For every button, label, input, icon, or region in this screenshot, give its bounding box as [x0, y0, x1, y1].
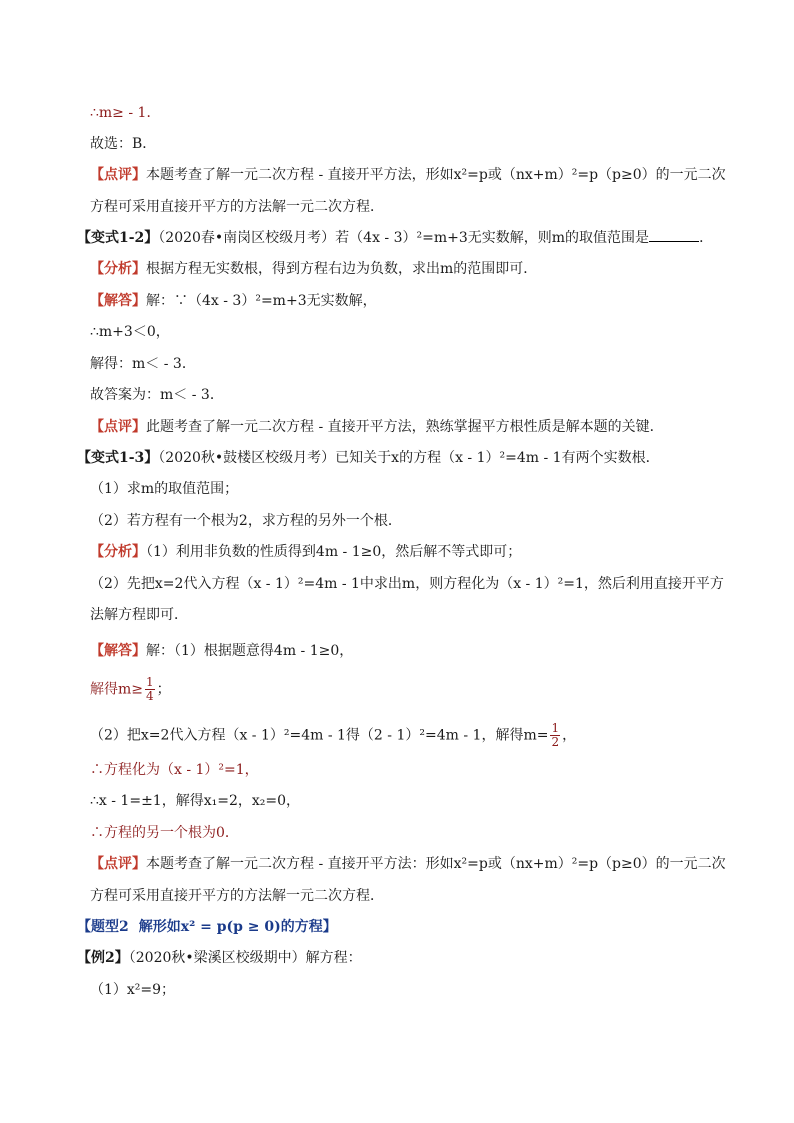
text-line: （2）若方程有一个根为2，求方程的另外一个根．: [90, 513, 402, 529]
fraction: $\frac{1}{2}$: [551, 721, 560, 749]
text-line: （2）把x=2代入方程（x - 1）²=4m - 1得（2 - 1）²=4m - 1，解得m= $\frac{1}{2}$ ，: [90, 721, 577, 749]
example-tag: 【例2】: [77, 950, 129, 966]
fraction: $\frac{1}{4}$: [146, 675, 154, 703]
comment-tag: 【点评】: [90, 419, 146, 435]
variant-heading: 【变式1-2】（2020春•南岗区校级月考）若（4x - 3）²=m+3无实数解，则m的取值范围是 ．: [77, 230, 714, 246]
text-line: （1）求m的取值范围；: [90, 481, 239, 497]
analysis-tag: 【分析】: [90, 261, 146, 277]
text-line: ∴m≥ - 1．: [90, 105, 161, 121]
section-heading: 【题型2 解形如x² = p(p ≥ 0)的方程】: [77, 919, 337, 935]
variant-tag: 【变式1-2】: [77, 230, 159, 246]
text-line: 方程可采用直接开平方的方法解一元二次方程．: [90, 199, 384, 215]
text-line: 方程可采用直接开平方的方法解一元二次方程．: [90, 888, 384, 904]
text-line: ∴x - 1=±1，解得x₁=2，x₂=0，: [90, 793, 300, 809]
text-line: 故选：B．: [90, 136, 157, 152]
text-line: ∴方程化为（x - 1）²=1，: [90, 762, 259, 778]
answer-line: 【解答】解：∵（4x - 3）²=m+3无实数解，: [90, 293, 377, 309]
comment-tag: 【点评】: [90, 856, 146, 872]
answer-blank: [649, 229, 699, 242]
text-line: ∴方程的另一个根为0．: [90, 825, 239, 841]
variant-tag: 【变式1-3】: [77, 450, 159, 466]
answer-line: 【解答】解：（1）根据题意得4m - 1≥0，: [90, 643, 354, 659]
analysis-tag: 【分析】: [90, 544, 146, 560]
text-line: （2）先把x=2代入方程（x - 1）²=4m - 1中求出m，则方程化为（x - 1）²=1，然后利用直接开平方: [90, 576, 724, 592]
text-line: 故答案为：m＜ - 3．: [90, 387, 224, 403]
comment-line: 【点评】本题考查了解一元二次方程 - 直接开平方法：形如x²=p或（nx+m）²=p（p≥0）的一元二次: [90, 856, 726, 872]
comment-line: 【点评】本题考查了解一元二次方程 - 直接开平方法，形如x²=p或（nx+m）²=p（p≥0）的一元二次: [90, 167, 726, 183]
variant-heading: 【变式1-3】（2020秋•鼓楼区校级月考）已知关于x的方程（x - 1）²=4m - 1有两个实数根．: [77, 450, 660, 466]
section-tag: 【题型2: [77, 919, 129, 935]
answer-tag: 【解答】: [90, 293, 146, 309]
comment-line: 【点评】此题考查了解一元二次方程 - 直接开平方法，熟练掌握平方根性质是解本题的关键．: [90, 419, 664, 435]
analysis-line: 【分析】（1）利用非负数的性质得到4m - 1≥0，然后解不等式即可；: [90, 544, 522, 560]
text-line: 解得：m＜ - 3．: [90, 356, 196, 372]
comment-tag: 【点评】: [90, 167, 146, 183]
text-line: ∴m+3＜0，: [90, 324, 170, 340]
text-line: 法解方程即可．: [90, 607, 188, 623]
answer-tag: 【解答】: [90, 643, 146, 659]
analysis-line: 【分析】根据方程无实数根，得到方程右边为负数，求出m的范围即可．: [90, 261, 538, 277]
example-heading: 【例2】（2020秋•梁溪区校级期中）解方程：: [77, 950, 362, 966]
text-line: 解得m≥ $\frac{1}{4}$ ；: [90, 675, 171, 703]
text-line: （1）x²=9；: [90, 982, 176, 998]
